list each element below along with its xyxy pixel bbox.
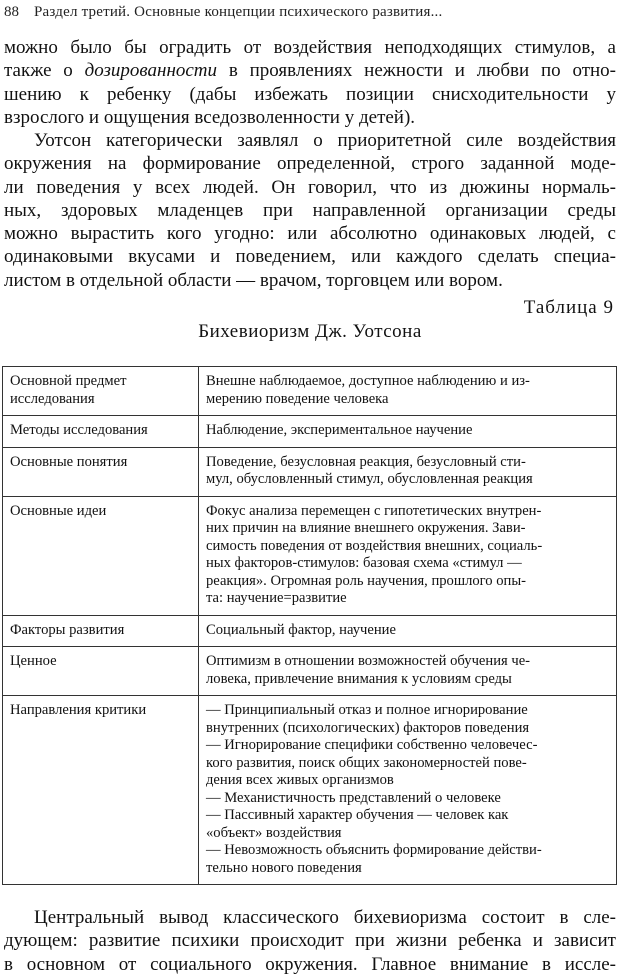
table-key-cell xyxy=(3,696,199,885)
table-value-cell xyxy=(199,447,617,496)
running-title: Раздел третий. Основные концепции психического развития... xyxy=(34,4,443,20)
table-key-line: Методы исследования xyxy=(10,422,148,438)
table-value-line: Наблюдение, экспериментальное научение xyxy=(206,422,473,438)
text-line: можно вырастить кого угодно: или абсолютно одинаковых людей, с xyxy=(4,223,616,245)
text-line-with-italic xyxy=(4,59,616,82)
table-value-cell xyxy=(199,496,617,615)
table-value-line: — Игнорирование специфики собственно человечес- xyxy=(206,737,538,753)
table-label: Таблица 9 xyxy=(523,297,614,318)
text-line: ных, здоровых младенцев при направленной организации среды xyxy=(4,199,616,221)
table-row xyxy=(3,447,617,496)
table-key-cell xyxy=(3,416,199,448)
text-line: шению к ребенку (дабы избежать позиции снисходительности у xyxy=(4,83,616,105)
paragraph-continuation xyxy=(4,36,616,129)
table-value-cell xyxy=(199,416,617,448)
text-line: в основном от социального окружения. Главное внимание в иссле- xyxy=(4,953,616,975)
table-key-line: Основной предмет xyxy=(10,373,127,389)
table-row xyxy=(3,647,617,696)
table-value-line: ловека, привлечение внимания к условиям среды xyxy=(206,670,512,687)
text-line: листом в отдельной области — врачом, торговцем или вором. xyxy=(4,269,503,291)
table-value-line: «объект» воздействия xyxy=(206,824,342,841)
table-row xyxy=(3,496,617,615)
table-value-line: симость поведения от воздействия внешних, социаль- xyxy=(206,537,543,554)
table-key-line: Факторы развития xyxy=(10,621,125,638)
table-value-line: та: научение=развитие xyxy=(206,590,347,606)
text-line: одинаковыми вкусами и поведением, или каждого сделать специа- xyxy=(4,246,616,268)
italic-term: дозированности xyxy=(84,60,218,82)
table-row xyxy=(3,367,617,416)
table-value-line: Оптимизм в отношении возможностей обучения че- xyxy=(206,653,531,669)
text-line: можно было бы оградить от воздействия неподходящих стимулов, а xyxy=(4,37,616,58)
table-key-line: Основные идеи xyxy=(10,502,107,519)
table-key-line: Основные понятия xyxy=(10,453,128,470)
table-value-line: дения всех живых организмов xyxy=(206,772,394,788)
paragraph-watson xyxy=(4,129,616,292)
table-key-cell xyxy=(3,367,199,416)
running-header xyxy=(4,1,616,23)
text-line: взрослого и ощущения вседозволенности у детей). xyxy=(4,106,416,128)
table-value-line: ных факторов-стимулов: базовая схема «стимул — xyxy=(206,555,522,571)
text-line: Центральный вывод классического бихевиоризма состоит в сле- xyxy=(34,907,616,928)
table-value-line: мул, обусловленный стимул, обусловленная реакция xyxy=(206,471,533,487)
table-row xyxy=(3,696,617,885)
paragraph-conclusion xyxy=(4,906,616,976)
table-row xyxy=(3,615,617,647)
table-key-line: Направления критики xyxy=(10,702,147,718)
text-line: дующем: развитие психики происходит при жизни ребенка и зависит xyxy=(4,930,616,952)
table-key-cell xyxy=(3,615,199,647)
table-value-line: Фокус анализа перемещен с гипотетических внутрен- xyxy=(206,502,542,519)
table-value-line: Поведение, безусловная реакция, безусловный сти- xyxy=(206,453,526,470)
table-value-cell xyxy=(199,367,617,416)
table-key-cell xyxy=(3,496,199,615)
table-value-line: реакция». Огромная роль научения, прошлого опы- xyxy=(206,572,527,589)
behaviorism-table xyxy=(2,366,617,885)
table-value-line: — Принципиальный отказ и полное игнорирование xyxy=(206,702,528,718)
table-value-cell xyxy=(199,615,617,647)
table-key-cell xyxy=(3,447,199,496)
table-key-line: исследования xyxy=(10,390,95,407)
table-value-line: — Механистичность представлений о человеке xyxy=(206,789,501,806)
page-number: 88 xyxy=(4,4,19,20)
table-key-cell xyxy=(3,647,199,696)
table-value-line: Внешне наблюдаемое, доступное наблюдению и из- xyxy=(206,373,530,389)
text-line: ли поведения у всех людей. Он говорил, что из дюжины нормаль- xyxy=(4,176,616,198)
table-value-line: — Пассивный характер обучения — человек как xyxy=(206,807,509,823)
text-fragment: в проявлениях нежности и любви по отно- xyxy=(217,60,616,82)
table-key-line: Ценное xyxy=(10,653,57,669)
text-fragment: также о xyxy=(4,60,85,82)
table-value-line: кого развития, поиск общих закономерностей пове- xyxy=(206,754,527,771)
text-line: окружения на формирование определенной, строго заданной моде- xyxy=(4,153,616,175)
table-value-cell xyxy=(199,696,617,885)
table-row xyxy=(3,416,617,448)
table-value-line: внутренних (психологических) факторов поведения xyxy=(206,719,530,736)
table-value-line: них причин на влияние внешнего окружения. Зави- xyxy=(206,520,526,536)
table-value-line: мерению поведение человека xyxy=(206,390,389,407)
table-value-line: тельно нового поведения xyxy=(206,859,362,876)
text-line: Уотсон категорически заявлял о приоритетной силе воздействия xyxy=(34,130,616,151)
table-value-line: Социальный фактор, научение xyxy=(206,621,396,638)
table-value-line: — Невозможность объяснить формирование действи- xyxy=(206,842,542,858)
table-body xyxy=(3,367,617,885)
table-title: Бихевиоризм Дж. Уотсона xyxy=(198,321,422,342)
table-value-cell xyxy=(199,647,617,696)
